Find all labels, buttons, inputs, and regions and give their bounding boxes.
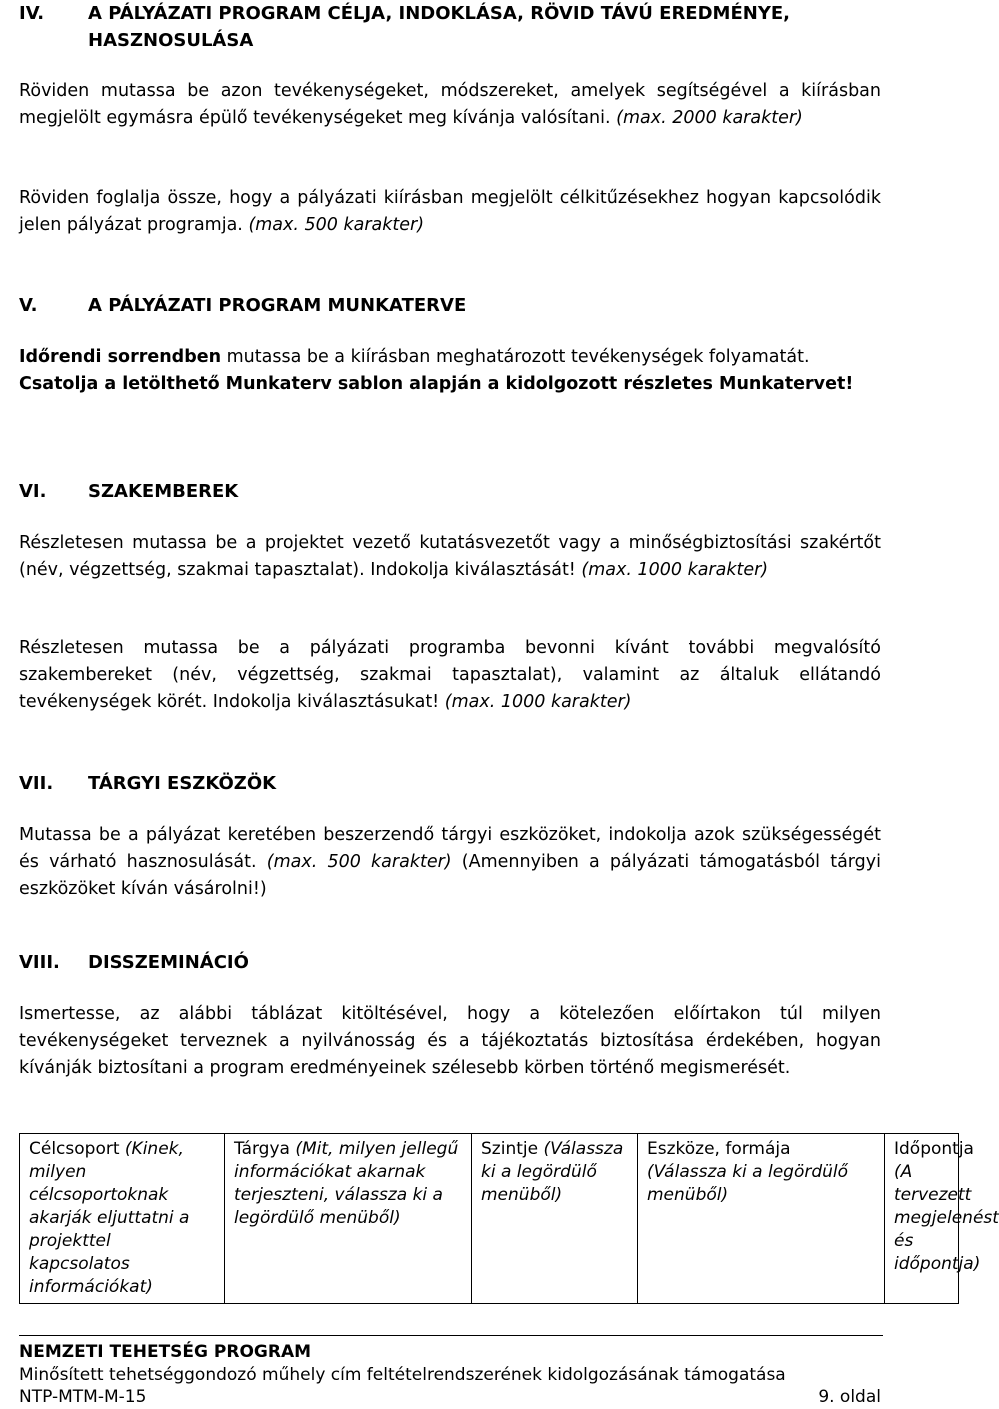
table-header-row	[20, 1134, 959, 1304]
section-6-paragraph-2	[19, 635, 881, 716]
column-label: Célcsoport	[29, 1139, 120, 1159]
column-hint: (Mit, milyen jellegű információkat akarnak terjeszteni, válassza ki a legördülő menüből)	[234, 1139, 459, 1228]
section-7-p1-text: Mutassa be a pályázat keretében beszerzendő tárgyi eszközöket, indokolja azok szükségességét és várható hasznosulását.	[19, 825, 881, 872]
column-label: Szintje	[481, 1139, 539, 1159]
section-6-number: VI.	[19, 481, 47, 502]
section-7-p1-extra: (Amennyiben a pályázati támogatásból tárgyi eszközöket kíván vásárolni!)	[19, 852, 882, 899]
column-tool-form	[638, 1134, 885, 1304]
dissemination-table	[19, 1133, 999, 1304]
column-hint: (Kinek, milyen célcsoportoknak akarják eljuttatni a projekttel kapcsolatos információkat)	[29, 1139, 190, 1297]
section-4-number: IV.	[19, 3, 45, 24]
section-4-p1-text: Röviden mutassa be azon tevékenységeket, módszereket, amelyek segítségével a kiírásban megjelölt egymásra épülő tevékenységeket meg kívánja valósítani.	[19, 81, 881, 128]
column-date	[885, 1134, 999, 1304]
column-hint: (Válassza ki a legördülő menüből)	[481, 1139, 624, 1205]
section-5-paragraph-2: Csatolja a letölthető Munkaterv sablon alapján a kidolgozott részletes Munkatervet!	[19, 374, 854, 394]
footer-subtitle: Minősített tehetséggondozó műhely cím feltételrendszerének kidolgozásának támogatása	[19, 1365, 786, 1385]
section-7-title: TÁRGYI ESZKÖZÖK	[88, 773, 277, 794]
footer-program-name: NEMZETI TEHETSÉG PROGRAM	[19, 1342, 312, 1362]
column-hint: (Válassza ki a legördülő menüből)	[647, 1162, 849, 1205]
column-label: Tárgya	[234, 1139, 290, 1159]
section-6-p2-limit: (max. 1000 karakter)	[444, 692, 632, 712]
section-5-paragraph-1	[19, 344, 881, 371]
section-6-p1-text: Részletesen mutassa be a projektet vezető kutatásvezetőt vagy a minőségbiztosítási szakértőt (név, végzettség, szakmai tapasztalat). Indokolja kiválasztását!	[19, 533, 881, 580]
section-6-p2-text: Részletesen mutassa be a pályázati programba bevonni kívánt további megvalósító szakembereket (név, végzettség, szakmai tapasztalat), valamint az általuk ellátandó tevékenységek körét. Indokolja kiválasztásukat!	[19, 638, 881, 712]
section-4-title: A PÁLYÁZATI PROGRAM CÉLJA, INDOKLÁSA, RÖVID TÁVÚ EREDMÉNYE, HASZNOSULÁSA	[88, 3, 790, 51]
section-5-number: V.	[19, 295, 38, 316]
section-7-number: VII.	[19, 773, 54, 794]
section-4-paragraph-1	[19, 78, 881, 132]
section-5-p1-bold: Időrendi sorrendben	[19, 347, 222, 367]
column-label: Eszköze, formája	[647, 1139, 791, 1159]
footer-divider	[19, 1335, 883, 1336]
section-6-p1-limit: (max. 1000 karakter)	[581, 560, 769, 580]
section-4-p1-limit: (max. 2000 karakter)	[616, 108, 803, 128]
footer-page-number: 9. oldal	[818, 1387, 881, 1407]
column-hint: (A tervezett megjelenést és időpontja)	[894, 1162, 999, 1274]
section-7-paragraph-1	[19, 822, 881, 903]
section-7-p1-limit: (max. 500 karakter)	[266, 852, 452, 872]
section-8-number: VIII.	[19, 952, 60, 973]
column-label: Időpontja	[894, 1139, 974, 1159]
section-8-title: DISSZEMINÁCIÓ	[88, 952, 249, 973]
section-4-paragraph-2	[19, 185, 881, 239]
section-4-p2-limit: (max. 500 karakter)	[248, 215, 425, 235]
section-8-paragraph-1: Ismertesse, az alábbi táblázat kitöltésével, hogy a kötelezően előírtakon túl milyen tevékenységeket terveznek a nyilvánosság és a tájékoztatás biztosítása érdekében, hogyan kívánják biztosítani a program eredményeinek szélesebb körben történő megismerését.	[19, 1004, 881, 1078]
column-target-group	[20, 1134, 225, 1304]
section-6-title: SZAKEMBEREK	[88, 481, 239, 502]
section-4-p2-text: Röviden foglalja össze, hogy a pályázati kiírásban megjelölt célkitűzésekhez hogyan kapcsolódik jelen pályázat programja.	[19, 188, 881, 235]
section-6-paragraph-1	[19, 530, 881, 584]
section-5-title: A PÁLYÁZATI PROGRAM MUNKATERVE	[88, 295, 467, 316]
column-subject	[225, 1134, 472, 1304]
column-level	[472, 1134, 638, 1304]
footer-code: NTP-MTM-M-15	[19, 1387, 147, 1407]
section-5-p1-text: mutassa be a kiírásban meghatározott tevékenységek folyamatát.	[221, 347, 810, 367]
